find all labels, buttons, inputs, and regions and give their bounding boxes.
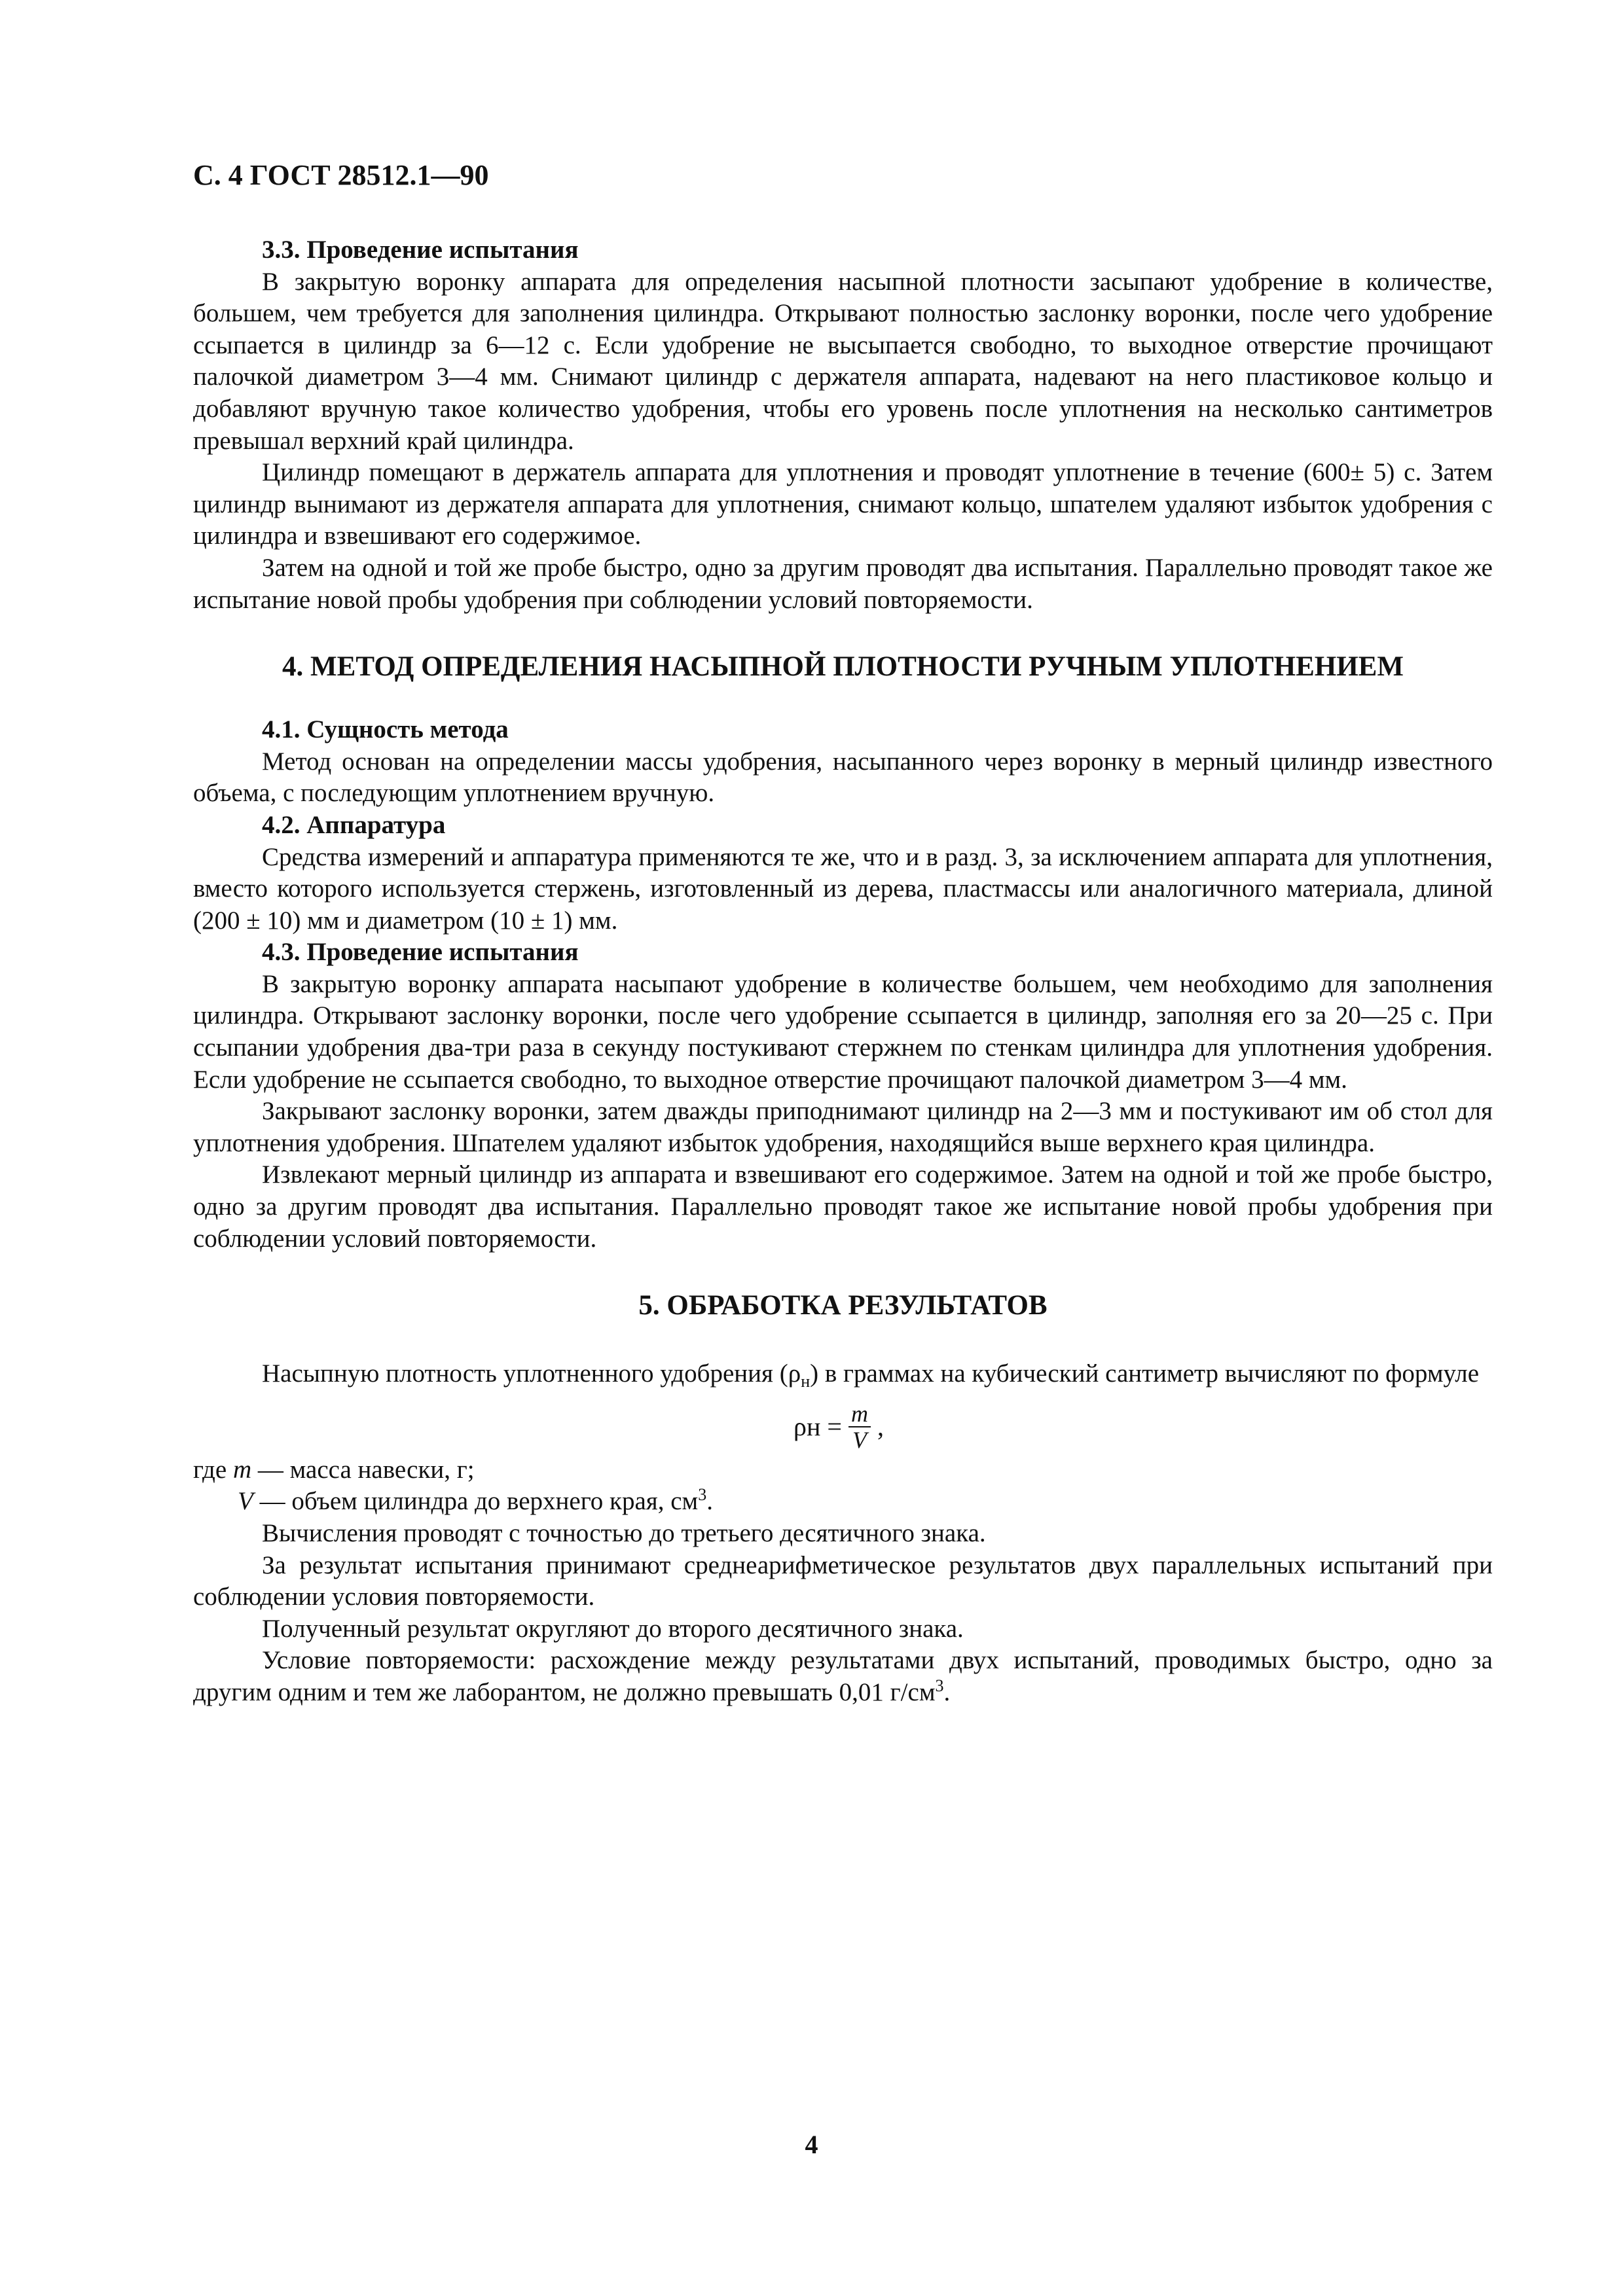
document-page — [193, 157, 1493, 1709]
definition-m — [193, 1454, 1493, 1486]
intro-text-a: Насыпную плотность уплотненного удобрения (ρ — [262, 1359, 801, 1388]
density-subscript: н — [801, 1372, 811, 1391]
section-4-1-paragraph: Метод основан на определении массы удобрения, насыпанного через воронку в мерный цилиндр известного объема, с последующим уплотнением вручную. — [193, 747, 1493, 808]
formula-tail: , — [877, 1412, 884, 1442]
section-4-title: 4. МЕТОД ОПРЕДЕЛЕНИЯ НАСЫПНОЙ ПЛОТНОСТИ РУЧНЫМ УПЛОТНЕНИЕМ — [282, 651, 1404, 683]
section-4-2-paragraph: Средства измерений и аппаратура применяются те же, что и в разд. 3, за исключением аппарата для уплотнения, вместо которого используется стержень, изготовленный из дерева, пластмассы или аналогичного материала, длиной (200 ± 10) мм и диаметром (10 ± 1) мм. — [193, 842, 1493, 935]
definition-v-superscript: 3 — [698, 1485, 707, 1505]
page-header: С. 4 ГОСТ 28512.1—90 — [193, 159, 489, 191]
section-4-3-paragraph-1: В закрытую воронку аппарата насыпают удобрение в количестве большем, чем необходимо для заполнения цилиндра. Открывают заслонку воронки, после чего удобрение ссыпается в цилиндр, заполняя его за 20—25 с. При ссыпании удобрения два-три раза в секунду постукивают стержнем по стенкам цилиндра для уплотнения удобрения. Если удобрение не ссыпается свободно, то выходное отверстие прочищают палочкой диаметром 3—4 мм. — [193, 969, 1493, 1094]
formula-denominator: V — [852, 1426, 867, 1453]
definition-v-end: . — [706, 1487, 713, 1516]
section-4-3-paragraph-2: Закрывают заслонку воронки, затем дважды приподнимают цилиндр на 2—3 мм и постукивают им об стол для уплотнения удобрения. Шпателем удаляют избыток удобрения, находящийся выше верхнего края цилиндра. — [193, 1097, 1493, 1157]
section-4-2-heading: 4.2. Аппаратура — [262, 810, 446, 839]
section-3-3-paragraph-2: Цилиндр помещают в держатель аппарата для уплотнения и проводят уплотнение в течение (600± 5) с. Затем цилиндр вынимают из держателя аппарата для уплотнения, снимают кольцо, шпателем удаляют избыток удобрения с цилиндра и взвешивают его содержимое. — [193, 458, 1493, 550]
repeatability-end: . — [943, 1677, 951, 1706]
definition-m-text: — масса навески, г; — [251, 1455, 475, 1484]
section-3-3-heading: 3.3. Проведение испытания — [262, 236, 579, 264]
section-5-intro — [193, 1358, 1493, 1398]
section-5-paragraph-4 — [193, 1645, 1493, 1708]
repeatability-text: Условие повторяемости: расхождение между результатами двух испытаний, проводимых быстро, одно за другим одним и тем же лаборантом, не должно превышать 0,01 г/см — [193, 1646, 1493, 1706]
page-number: 4 — [805, 2130, 818, 2159]
section-5-paragraph-2: За результат испытания принимают среднеарифметическое результатов двух параллельных испытаний при соблюдении условия повторяемости. — [193, 1551, 1493, 1611]
section-4-3-heading: 4.3. Проведение испытания — [262, 938, 579, 967]
formula-lhs: ρн = — [793, 1412, 842, 1442]
section-3-3-paragraph-1: В закрытую воронку аппарата для определения насыпной плотности засыпают удобрение в количестве, большем, чем требуется для заполнения цилиндра. Открывают полностью заслонку воронки, после чего удобрение ссыпается в цилиндр за 6—12 с. Если удобрение не высыпается свободно, то выходное отверстие прочищают палочкой диаметром 3—4 мм. Снимают цилиндр с держателя аппарата, надевают на него пластиковое кольцо и добавляют вручную такое количество удобрения, чтобы его уровень после уплотнения на несколько сантиметров превышал верхний край цилиндра. — [193, 267, 1493, 455]
section-5-paragraph-3: Полученный результат округляют до второго десятичного знака. — [262, 1614, 964, 1643]
density-formula — [193, 1398, 1493, 1454]
repeatability-superscript: 3 — [935, 1676, 944, 1695]
section-3-3-paragraph-3: Затем на одной и той же пробе быстро, одно за другим проводят два испытания. Параллельно проводят такое же испытание новой пробы удобрения при соблюдении условий повторяемости. — [193, 553, 1493, 614]
section-5-title: 5. ОБРАБОТКА РЕЗУЛЬТАТОВ — [638, 1290, 1048, 1321]
formula-fraction — [848, 1401, 871, 1452]
definition-prefix: где — [193, 1455, 233, 1484]
definition-m-symbol: m — [232, 1455, 252, 1484]
formula-numerator: m — [848, 1401, 871, 1427]
definition-v-symbol: V — [238, 1487, 253, 1516]
intro-text-b: ) в граммах на кубический сантиметр вычисляют по формуле — [810, 1359, 1480, 1388]
definition-v-text: — объем цилиндра до верхнего края, см — [253, 1487, 699, 1516]
section-4-3-paragraph-3: Извлекают мерный цилиндр из аппарата и взвешивают его содержимое. Затем на одной и той же пробе быстро, одно за другим проводят два испытания. Параллельно проводят такое же испытание новой пробы удобрения при соблюдении условий повторяемости. — [193, 1160, 1493, 1253]
section-5-paragraph-1: Вычисления проводят с точностью до третьего десятичного знака. — [262, 1519, 986, 1547]
section-4-1-heading: 4.1. Сущность метода — [262, 715, 509, 744]
definition-v — [193, 1486, 1493, 1518]
